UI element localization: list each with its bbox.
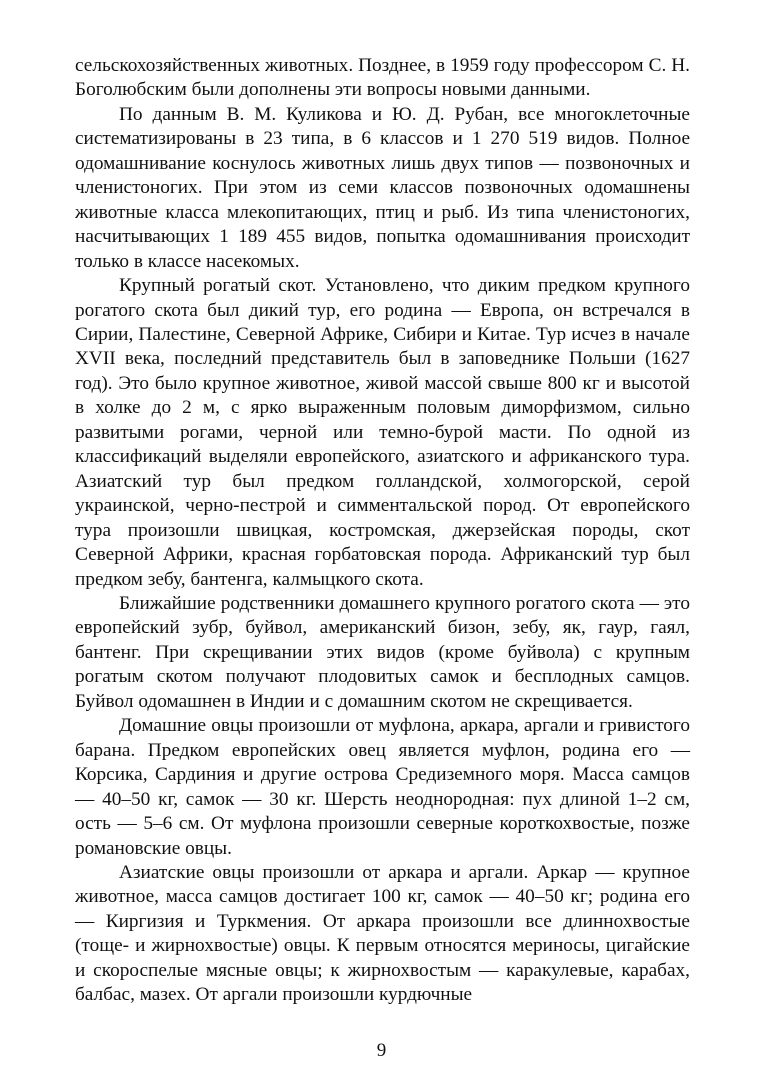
paragraph-5: Домашние овцы произошли от муфлона, аркара, аргали и гривистого барана. Предком европейских овец является муфлон, родина его — Корсика, Сардиния и другие острова Средиземного моря. Масса самцов — 40–50 кг, самок — 30 кг. Шерсть неоднородная: пух длиной 1–2 см, ость — 5–6 см. От муфлона произошли северные короткохвостые, позже романовские овцы. <box>75 715 690 859</box>
paragraph-3: Крупный рогатый скот. Установлено, что диким предком крупного рогатого скота был дикий тур, его родина — Европа, он встречался в Сирии, Палестине, Северной Африке, Сибири и Китае. Тур исчез в начале XVII века, последний представитель был в заповеднике Польши (1627 год). Это было крупное животное, живой массой свыше 800 кг и высотой в холке до 2 м, с ярко выраженным половым диморфизмом, сильно развитыми рогами, черной или темно-бурой масти. По одной из классификаций выделяли европейского, азиатского и африканского тура. Азиатский тур был предком голландской, холмогорской, серой украинской, черно-пестрой и симментальской пород. От европейского тура произошли швицкая, костромская, джерзейская породы, скот Северной Африки, красная горбатовская порода. Африканский тур был предком зебу, бантенга, калмыцкого скота. <box>75 275 690 590</box>
paragraph-6: Азиатские овцы произошли от аркара и аргали. Аркар — крупное животное, масса самцов достигает 100 кг, самок — 40–50 кг; родина его — Киргизия и Туркмения. От аркара произошли все длиннохвостые (тоще- и жирнохвостые) овцы. К первым относятся мериносы, цигайские и скороспелые мясные овцы; к жирнохвостым — каракулевые, карабах, балбас, мазех. От аргали произошли курдючные <box>75 861 690 1006</box>
page-body <box>75 54 690 1008</box>
paragraph-1: сельскохозяйственных животных. Позднее, в 1959 году профессором С. Н. Боголюбским были дополнены эти вопросы новыми данными. <box>75 55 690 101</box>
paragraph-4: Ближайшие родственники домашнего крупного рогатого скота — это европейский зубр, буйвол, американский бизон, зебу, як, гаур, гаял, бантенг. При скрещивании этих видов (кроме буйвола) с крупным рогатым скотом получают плодовитых самок и бесплодных самцов. Буйвол одомашнен в Индии и с домашним скотом не скрещивается. <box>75 592 690 712</box>
page-number: 9 <box>376 1040 387 1061</box>
paragraph-2: По данным В. М. Куликова и Ю. Д. Рубан, все многоклеточные систематизированы в 23 типа, в 6 классов и 1 270 519 видов. Полное одомашнивание коснулось животных лишь двух типов — позвоночных и членистоногих. При этом из семи классов позвоночных одомашнены животные класса млекопитающих, птиц и рыб. Из типа членистоногих, насчитывающих 1 189 455 видов, попытка одомашнивания происходит только в классе насекомых. <box>75 103 690 272</box>
